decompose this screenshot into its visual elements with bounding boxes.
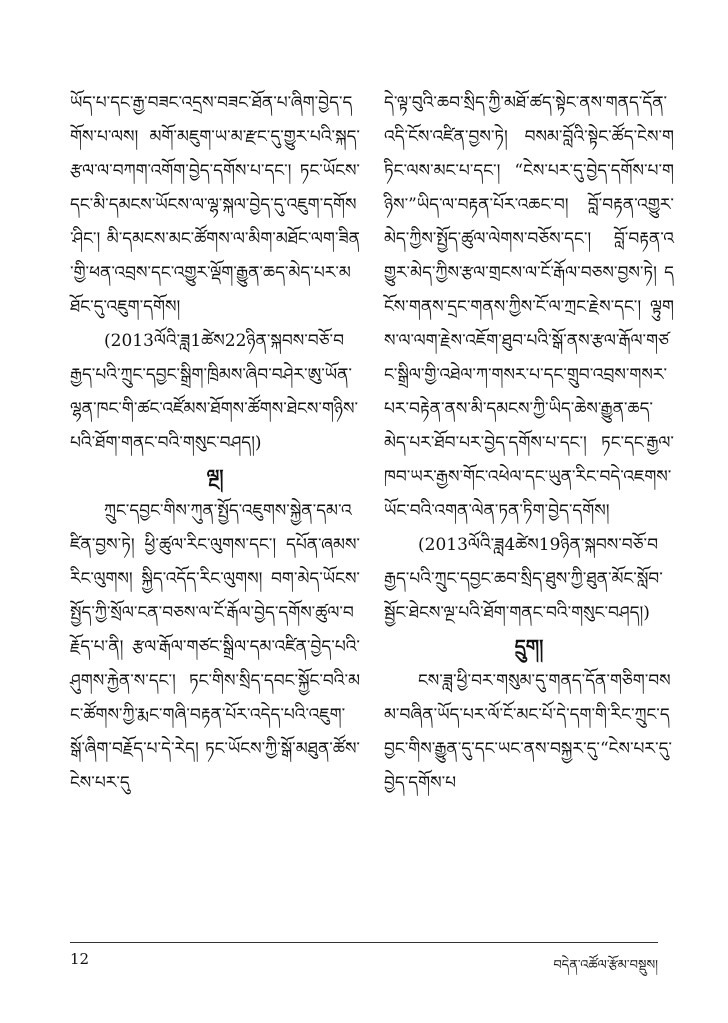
footer-rule xyxy=(70,942,658,943)
paragraph: ངས་ཟླ་ཕྱི་བར་གསུམ་དུ་གནད་དོན་གཅིག་བསམ་བཞིན་ཡོད་པར་ལོ་ངོ་མང་པོ་དེ་དག་གི་རིང་ཀྲུང་དབྱང་གིས་རྒྱུན་དུ་དང་ཡང་ནས་བསྐྱར་དུ་“ངེས་པར་དུ་བྱེད་དགོས་པ xyxy=(384,671,673,793)
section-heading: ལྔ། xyxy=(206,466,224,488)
paragraph: དེ་ལྟ་བུའི་ཆབ་སྲིད་ཀྱི་མཐོ་ཚད་སྟེང་ནས་གནད་དོན་འདི་ངོས་འཛིན་བྱས་ཏེ། བསམ་བློའི་སྟེང་ཚོད་ངེས་གཏིང་ལས་མང་པ་དང་། “ངེས་པར་དུ་བྱེད་དགོས་པ་གཉིས་”ཡིད་ལ་བརྟན་པོར་འཆང་བ། བློ་བརྟན་འགྱུར་མེད་ཀྱིས་སྤྱོད་ཚུལ་ལེགས་བཅོས་དང་། བློ་བརྟན་འགྱུར་མེད་ཀྱིས་རྩལ་གྲངས་ལ་ངོ་རྒོལ་བཅས་བྱས་ཏེ། དངོས་གནས་དྲང་གནས་ཀྱིས་ངོ་ལ་ཀྲང་རྗེས་དང་། ལྟུགས་ལ་ལག་རྗེས་འཇོག་ཐུབ་པའི་སྒོ་ནས་རྩལ་རྒོལ་གཙང་སྒྲིལ་གྱི་འཐེལ་ཀ་གསར་པ་དང་གྲུབ་འབྲས་གསར་པར་བརྟེན་ནས་མི་དམངས་ཀྱི་ཡིད་ཆེས་རྒྱུན་ཆད་མེད་པར་ཐོབ་པར་བྱེད་དགོས་པ་དང་། ཏང་དང་རྒྱལ་ཁབ་ཡར་རྒྱས་གོང་འཕེལ་དང་ཡུན་རིང་བདེ་འཇགས་ཡོང་བའི་འགན་ལེན་ཏན་ཏིག་བྱེད་དགོས། xyxy=(384,93,674,521)
right-column xyxy=(384,86,674,800)
paragraph: (2013ལོའི་ཟླ1ཚེས22ཉིན་སྐབས་བཅོ་བརྒྱད་པའི་ཀྲུང་དབྱང་སྒྲིག་ཁྲིམས་ཞིབ་བཤེར་ཨུ་ཡོན་ལྷན་ཁང་གི་ཚང་འཛོམས་ཐོགས་ཚོགས་ཐེངས་གཉིས་པའི་ཐོག་གནང་བའི་གསུང་བཤད།) xyxy=(70,331,359,453)
left-column xyxy=(70,86,360,800)
paragraph: ཀྲུང་དབྱང་གིས་ཀུན་སྤྱོད་འཇུགས་སྐྱེན་དམ་འཛིན་བྱས་ཏེ། ཕྱི་ཚུལ་རིང་ལུགས་དང་། དཔོན་ཞམས་རིང་ལུགས། སྐྱིད་འདོད་རིང་ལུགས། བག་མེད་ཡོངས་སྤྱོད་ཀྱི་སྲོལ་ངན་བཅས་ལ་ངོ་རྒོལ་བྱེད་དགོས་ཚུལ་བརྗོད་པ་ནི། རྩལ་རྒོལ་གཙང་སྒྲིལ་དམ་འཛིན་བྱེད་པའི་ཤུགས་རྐྱེན་ས་དང་། ཏང་གིས་སྲིད་དབང་སྐྱོང་བའི་མང་ཚོགས་ཀྱི་རྨང་གཞི་བརྟན་པོར་འདེད་པའི་འཇུག་སྒོ་ཞིག་བརྗོད་པ་དེ་རེད། ཏང་ཡོངས་ཀྱི་སྒོ་མཐུན་ཚོས་ངེས་པར་དུ xyxy=(70,501,360,793)
section-heading: དྲུག། xyxy=(514,636,544,658)
paragraph: (2013ལོའི་ཟླ4ཚེས19ཉིན་སྐབས་བཅོ་བརྒྱད་པའི་ཀྲུང་དབྱང་ཆབ་སྲིད་ཐུས་ཀྱི་ཐུན་མོང་སློབ་སྦྱོང་ཐེངས་ལྔ་པའི་ཐོག་གནང་བའི་གསུང་བཤད།) xyxy=(384,535,663,623)
page-number: 12 xyxy=(70,950,90,968)
running-title: བདེན་འཚོལ་རྩོམ་བསྡུས། xyxy=(553,958,658,973)
paragraph: ཡོད་པ་དང་རྒྱ་བཟང་འདྲས་བཟང་ཐོན་པ་ཞིག་བྱེད་དགོས་པ་ལས། མགོ་མཇུག་ཡ་མ་རྫང་དུ་གྱུར་པའི་སྐད་རྩལ་ལ་བཀག་འགོག་བྱེད་དགོས་པ་དང་། ཏང་ཡོངས་དང་མི་དམངས་ཡོངས་ལ་ལྷ་སྐལ་བྱེད་དུ་འཇུག་དགོས་ཤིང་། མི་དམངས་མང་ཚོགས་ལ་མིག་མཐོང་ལག་ཟིན་གྱི་ཕན་འབྲས་དང་འགྱུར་ལྡོག་རྒྱུན་ཆད་མེད་པར་མཐོང་དུ་འཇུག་དགོས། xyxy=(70,93,360,317)
